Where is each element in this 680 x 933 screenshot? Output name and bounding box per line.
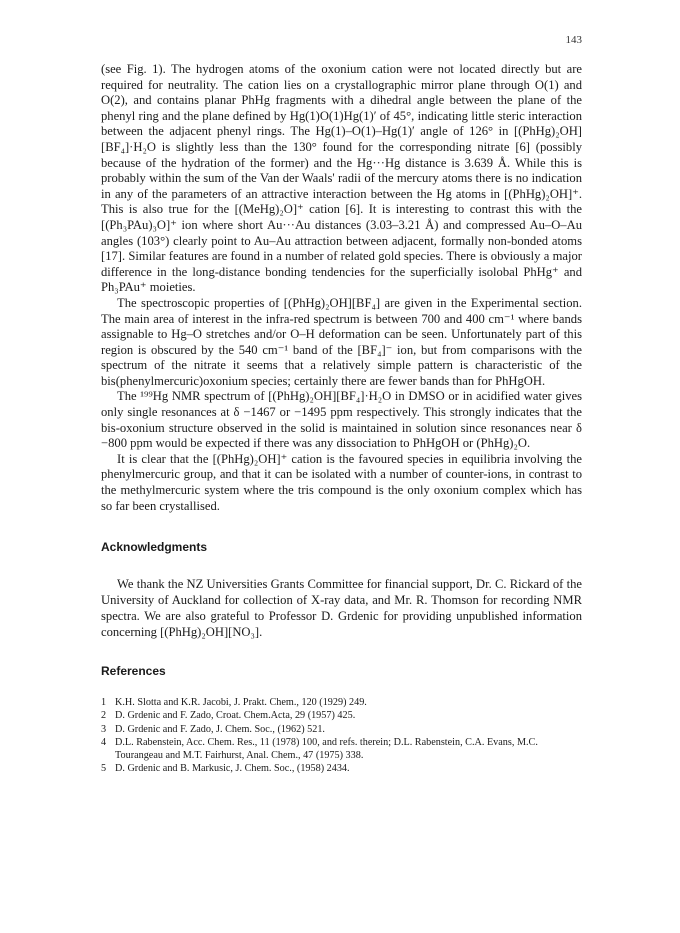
body-paragraph-2: The spectroscopic properties of [(PhHg)₂OH][BF₄] are given in the Experimental section. The main area of interest in the infra-red spectrum is between 700 and 400 cm⁻¹ where bands assignable to Hg–O stretches and/or O–H deformation can be seen. Unfortunately part of this region is obscured by the 540 cm⁻¹ band of the [BF₄]⁻ ion, but from comparisons with the spectrum of the nitrate it seems that a relatively simple pattern is characteristic of the bis(phenylmercuric)oxonium species; certainly there are fewer bands than for PhHgOH.	[101, 295, 582, 388]
page-number: 143	[565, 34, 582, 46]
reference-item: 4 D.L. Rabenstein, Acc. Chem. Res., 11 (1978) 100, and refs. therein; D.L. Rabenstein, C.A. Evans, M.C. Tourangeau and M.T. Fairhurst, Anal. Chem., 47 (1975) 338.	[101, 736, 538, 762]
body-paragraph-1: (see Fig. 1). The hydrogen atoms of the oxonium cation were not located directly but are required for neutrality. The cation lies on a crystallographic mirror plane through O(1) and O(2), and contains planar PhHg fragments with a dihedral angle between the plane of the phenyl ring and the plane defined by Hg(1)O(1)Hg(1)′ of 45°, indicating little steric interaction between the adjacent phenyl rings. The Hg(1)–O(1)–Hg(1)′ angle of 126° in [(PhHg)₂OH][BF₄]·H₂O is slightly less than the 130° found for the corresponding nitrate [6] (possibly because of the hydration of the former) and the Hg···Hg distance is 3.639 Å. While this is probably within the sum of the Van der Waals' radii of the mercury atoms there is no indication in any of the parameters of an attractive interaction between the Hg atoms in [(PhHg)₂OH]⁺. This is also true for the [(MeHg)₂O]⁺ cation [6]. It is interesting to contrast this with the [(Ph₃PAu)₃O]⁺ ion where short Au···Au distances (3.03–3.21 Å) and compressed Au–O–Au angles (103°) clearly point to Au–Au attraction between adjacent, formally non-bonded atoms [17]. Similar features are found in a number of related gold species. There is obviously a major difference in the long-distance bonding tendencies for the superficially isolobal PhHg⁺ and Ph₃PAu⁺ moieties.	[101, 62, 582, 295]
reference-item: 1 K.H. Slotta and K.R. Jacobi, J. Prakt. Chem., 120 (1929) 249.	[101, 697, 367, 709]
article-body	[101, 62, 582, 773]
reference-item: 5 D. Grdenic and B. Markusic, J. Chem. Soc., (1958) 2434.	[101, 763, 350, 774]
reference-item: 3 D. Grdenic and F. Zado, J. Chem. Soc., (1962) 521.	[101, 723, 325, 735]
references-heading: References	[101, 664, 166, 679]
body-paragraph-4: It is clear that the [(PhHg)₂OH]⁺ cation is the favoured species in equilibria involving the phenylmercuric group, and that it can be isolated with a number of counter-ions, in contrast to the methylmercuric system where the tris compound is the only oxonium complex which has so far been crystallised.	[101, 451, 582, 513]
references-list	[101, 696, 582, 773]
body-paragraph-3: The ¹⁹⁹Hg NMR spectrum of [(PhHg)₂OH][BF₄]·H₂O in DMSO or in acidified water gives only single resonances at δ −1467 or −1495 ppm respectively. This strongly indicates that the bis-oxonium structure observed in the solid is maintained in solution since resonances near δ −800 ppm would be expected if there was any dissociation to PhHgOH or (PhHg)₂O.	[101, 389, 582, 451]
acknowledgments-heading: Acknowledgments	[101, 540, 208, 555]
reference-item: 2 D. Grdenic and F. Zado, Croat. Chem.Acta, 29 (1957) 425.	[101, 710, 356, 722]
acknowledgments-text: We thank the NZ Universities Grants Committee for financial support, Dr. C. Rickard of the University of Auckland for collection of X-ray data, and Mr. R. Thomson for recording NMR spectra. We are also grateful to Professor D. Grdenic for providing unpublished information concerning [(PhHg)₂OH][NO₃].	[101, 577, 582, 640]
